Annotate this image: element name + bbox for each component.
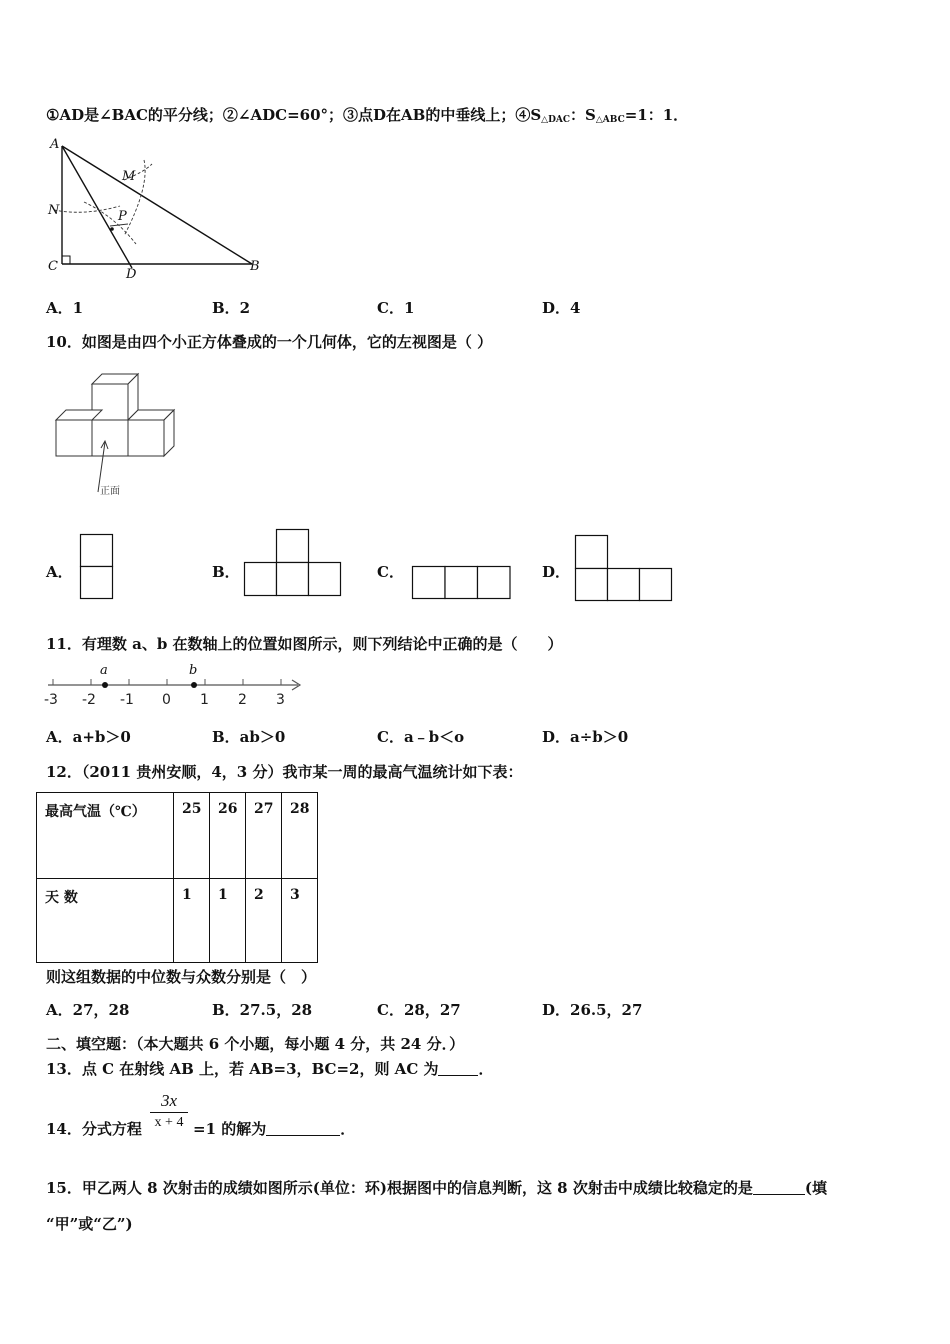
section-2-heading: 二、填空题：（本大题共 6 个小题，每小题 4 分，共 24 分．） <box>46 1035 465 1053</box>
q14-suffix-text: =1 的解为 <box>193 1120 267 1138</box>
q13-text: 13．点 C 在射线 AB 上，若 AB=3，BC=2，则 AC 为 <box>46 1060 439 1078</box>
q14-answer-blank[interactable] <box>266 1121 340 1136</box>
front-label: 正面 <box>100 486 120 497</box>
label-p: P <box>118 209 127 224</box>
q14-numerator: 3x <box>160 1091 178 1110</box>
q9-option-d[interactable]: D．4 <box>542 299 581 317</box>
q13-end: ． <box>478 1060 494 1078</box>
tick-label-1: 1 <box>200 692 209 708</box>
q14-suffix <box>193 1118 355 1139</box>
table-cell: 2 <box>246 879 282 963</box>
q15-line2: “甲”或“乙”) <box>46 1215 133 1233</box>
q14-end: ． <box>340 1120 356 1138</box>
point-b-label: b <box>189 663 198 678</box>
table-cell: 3 <box>282 879 318 963</box>
q10-option-b-figure[interactable] <box>244 529 342 597</box>
q10-option-a-figure[interactable] <box>80 534 114 600</box>
q12-text: 12．（2011 贵州安顺，4，3 分）我市某一周的最高气温统计如下表： <box>46 763 523 781</box>
q12-question: 则这组数据的中位数与众数分别是（ ） <box>46 968 317 986</box>
q11-option-c[interactable]: C．a﹣b＜o <box>377 728 465 746</box>
q9-statements <box>46 104 688 125</box>
q10-option-c-figure[interactable] <box>412 566 512 600</box>
q14-denominator: x + 4 <box>154 1115 184 1130</box>
tick-label-m3: -3 <box>44 692 58 708</box>
q9-ratio: =1：1． <box>624 106 689 124</box>
q15-line1-end: (填 <box>804 1179 827 1197</box>
q11-number-line <box>44 660 309 710</box>
q10-text: 10．如图是由四个小正方体叠成的一个几何体，它的左视图是（ ） <box>46 333 493 351</box>
q12-option-c[interactable]: C．28，27 <box>377 1001 461 1019</box>
point-b <box>191 682 197 688</box>
q15-line1-text: 15．甲乙两人 8 次射击的成绩如图所示(单位：环)根据图中的信息判断，这 8 次射击中成绩比较稳定的是 <box>46 1179 753 1197</box>
q9-sub-abc: △ABC <box>595 115 625 125</box>
table-header-days: 天 数 <box>37 879 174 963</box>
q9-option-a[interactable]: A．1 <box>46 299 84 317</box>
label-d: D <box>126 267 137 282</box>
table-cell: 1 <box>210 879 246 963</box>
q10-option-d-letter[interactable]: D． <box>542 563 571 581</box>
table-row <box>37 793 318 879</box>
q15-line1 <box>46 1177 827 1198</box>
table-row <box>37 879 318 963</box>
q9-triangle-figure <box>44 136 274 286</box>
q12-option-d[interactable]: D．26.5，27 <box>542 1001 643 1019</box>
q9-statements-text: ①AD是∠BAC的平分线；②∠ADC=60°；③点D在AB的中垂线上；④S <box>46 106 542 124</box>
q10-option-b-letter[interactable]: B． <box>212 563 240 581</box>
tick-label-m1: -1 <box>120 692 134 708</box>
q13 <box>46 1058 494 1079</box>
q11-option-b[interactable]: B．ab＞0 <box>212 728 286 746</box>
q11-option-d[interactable]: D．a÷b＞0 <box>542 728 629 746</box>
q9-option-c[interactable]: C．1 <box>377 299 415 317</box>
q12-option-b[interactable]: B．27.5，28 <box>212 1001 313 1019</box>
tick-label-2: 2 <box>238 692 247 708</box>
tick-label-0: 0 <box>162 692 171 708</box>
q14-fraction <box>150 1090 188 1133</box>
tick-label-m2: -2 <box>82 692 96 708</box>
q11-text: 11．有理数 a、b 在数轴上的位置如图所示，则下列结论中正确的是（ ） <box>46 635 563 653</box>
q10-option-d-figure[interactable] <box>575 535 675 603</box>
number-line-ticks <box>53 679 281 685</box>
tick-label-3: 3 <box>276 692 285 708</box>
q10-solid-figure <box>50 370 190 510</box>
point-a <box>102 682 108 688</box>
q14-prefix: 14．分式方程 <box>46 1120 142 1138</box>
q12-option-a[interactable]: A．27，28 <box>46 1001 130 1019</box>
table-header-temp: 最高气温（℃） <box>37 793 174 879</box>
table-cell: 27 <box>246 793 282 879</box>
label-b: B <box>250 259 260 274</box>
table-cell: 28 <box>282 793 318 879</box>
table-cell: 26 <box>210 793 246 879</box>
q9-sub-dac: △DAC <box>541 115 571 125</box>
label-n: N <box>48 203 60 218</box>
point-a-label: a <box>100 663 108 678</box>
label-a: A <box>50 137 60 152</box>
q10-option-c-letter[interactable]: C． <box>377 563 404 581</box>
temperature-table <box>36 792 318 963</box>
q9-colon: ：S <box>570 106 596 124</box>
label-c: C <box>48 259 58 274</box>
q11-option-a[interactable]: A．a+b＞0 <box>46 728 131 746</box>
label-m: M <box>122 169 136 184</box>
q10-option-a-letter[interactable]: A． <box>46 563 73 581</box>
q13-answer-blank[interactable] <box>438 1061 478 1076</box>
table-cell: 1 <box>174 879 210 963</box>
table-cell: 25 <box>174 793 210 879</box>
q9-option-b[interactable]: B．2 <box>212 299 251 317</box>
q15-answer-blank[interactable] <box>753 1180 805 1195</box>
